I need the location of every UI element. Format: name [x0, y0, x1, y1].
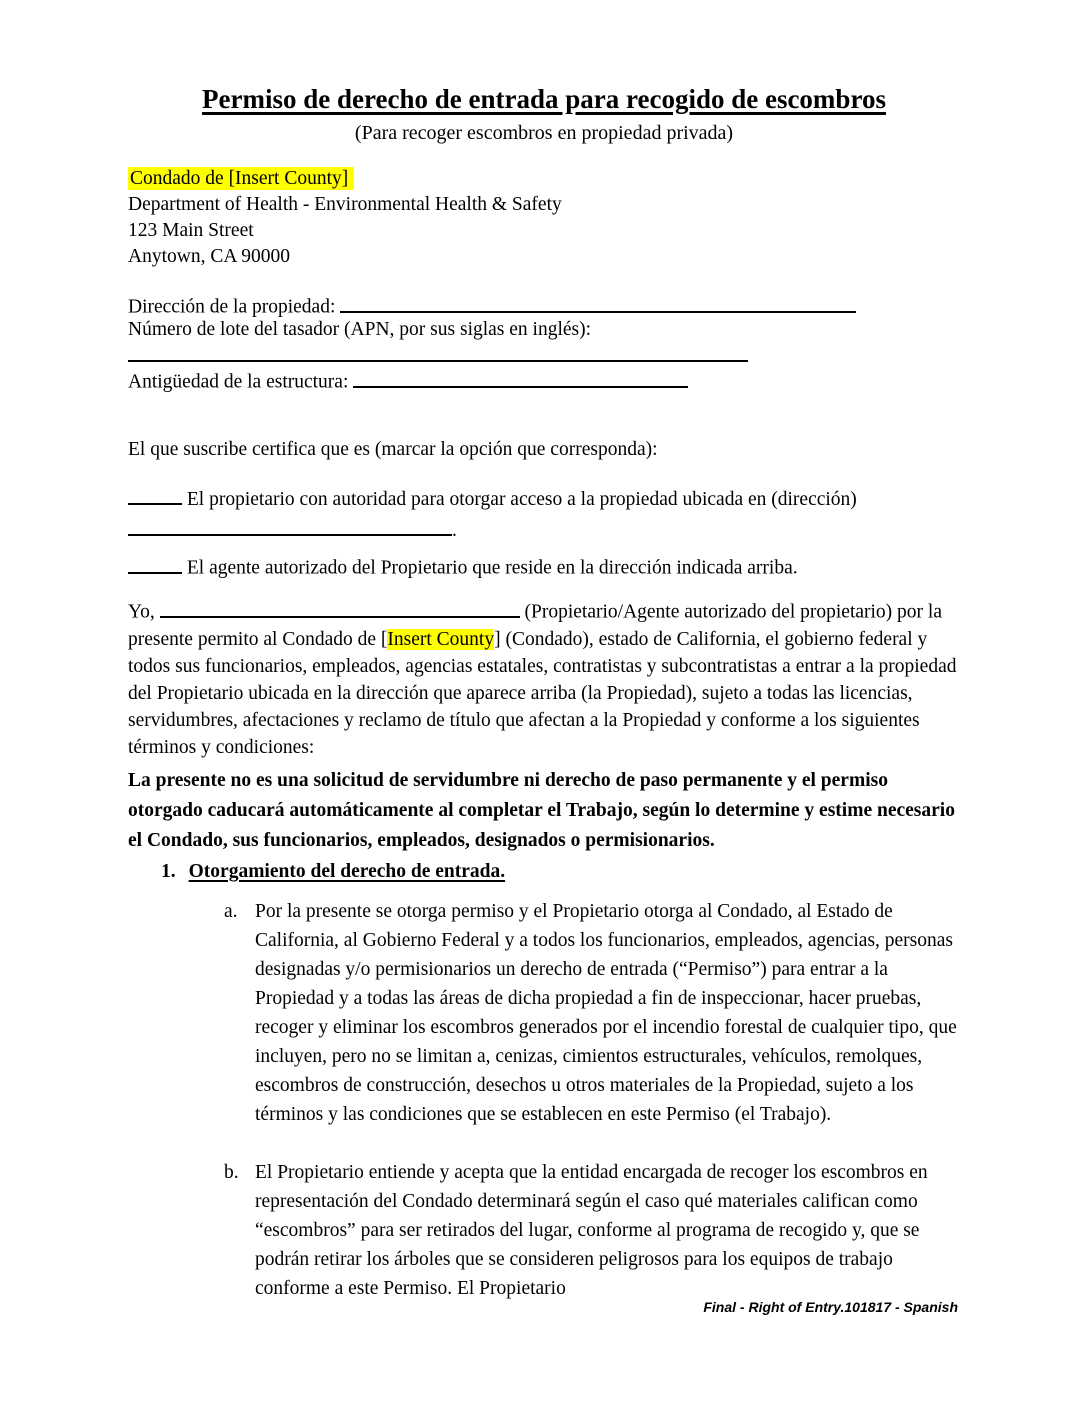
agency-block: [128, 166, 562, 270]
city-line: Anytown, CA 90000: [128, 246, 290, 267]
grant-paragraph: [128, 597, 964, 761]
option-agent-text: El agente autorizado del Propietario que reside en la dirección indicada arriba.: [186, 557, 798, 579]
grant-segment-1: (Propietario/Agente autorizado del propietario) por la presente permito al Condado de [: [128, 601, 942, 650]
option-owner-period: .: [452, 520, 457, 541]
option-agent-mark-blank: [128, 553, 182, 574]
property-address-field: [128, 292, 856, 319]
page-title-text: Permiso de derecho de entrada para recogido de escombros: [202, 84, 886, 114]
section-1-heading: [161, 861, 505, 883]
department-line: Department of Health - Environmental Health & Safety: [128, 194, 562, 215]
item-a-text: Por la presente se otorga permiso y el Propietario otorga al Condado, al Estado de California, al Gobierno Federal y a todos los funcionarios, empleados, agencias, personas designadas y/o permisionarios un derecho de entrada (“Permiso”) para entrar a la Propiedad y a todas las áreas de dicha propiedad a fin de inspeccionar, hacer pruebas, recoger y eliminar los escombros generados por el incendio forestal de cualquier tipo, que incluyen, pero no se limitan a, cenizas, cimientos estructurales, vehículos, remolques, escombros de construcción, desechos u otros materiales de la Propiedad, sujeto a los términos y las condiciones que se establecen en este Permiso (el Trabajo).: [255, 901, 957, 1125]
structure-age-field: [128, 367, 688, 394]
structure-age-blank-line: [353, 367, 688, 388]
grant-county-highlight: Insert County: [387, 628, 495, 650]
street-line: 123 Main Street: [128, 220, 254, 241]
property-address-label: Dirección de la propiedad:: [128, 296, 336, 318]
option-agent: [128, 553, 968, 580]
section-1-item-a: [224, 897, 961, 1129]
property-address-blank-line: [340, 292, 856, 313]
grantor-name-blank: [160, 597, 520, 618]
grant-lead: Yo,: [128, 601, 155, 623]
option-owner-address-blank: [128, 515, 452, 536]
section-1-item-b: [224, 1158, 961, 1303]
item-b-label: b.: [224, 1162, 239, 1183]
option-owner-mark-blank: [128, 484, 182, 505]
footer-document-id: Final - Right of Entry.101817 - Spanish: [703, 1299, 958, 1315]
option-owner-text: El propietario con autoridad para otorgar acceso a la propiedad ubicada en (dirección): [186, 489, 857, 510]
section-1-title: Otorgamiento del derecho de entrada.: [188, 861, 506, 882]
option-owner: [128, 484, 968, 546]
section-1-number: 1.: [161, 861, 176, 882]
page-title: [0, 84, 1088, 115]
apn-field-label: Número de lote del tasador (APN, por sus siglas en inglés):: [128, 319, 592, 340]
county-line: [128, 166, 562, 192]
item-a-label: a.: [224, 901, 238, 922]
grant-segment-2: ] (Condado), estado de California, el gobierno federal y todos sus funcionarios, empleados, agencias estatales, contratistas y subcontratistas a entrar a la propiedad del Propietario ubicada en la dirección que aparece arriba (la Propiedad), sujeto a todas las licencias, servidumbres, afectaciones y reclamo de título que afectan a la Propiedad y conforme a los siguientes términos y condiciones:: [128, 628, 957, 758]
apn-blank-row: [128, 341, 748, 368]
apn-blank-line: [128, 341, 748, 362]
county-highlight: Condado de [Insert County]: [128, 167, 354, 190]
notice-paragraph: La presente no es una solicitud de servidumbre ni derecho de paso permanente y el permiso otorgado caducará automáticamente al completar el Trabajo, según lo determine y estime necesario el Condado, sus funcionarios, empleados, designados o permisionarios.: [128, 770, 955, 851]
item-b-text: El Propietario entiende y acepta que la entidad encargada de recoger los escombros en representación del Condado determinará según el caso qué materiales califican como “escombros” para ser retirados del lugar, conforme al programa de recogido y, que se podrán retirar los árboles que se consideren peligrosos para los equipos de trabajo conforme a este Permiso. El Propietario: [255, 1162, 928, 1299]
structure-age-label: Antigüedad de la estructura:: [128, 371, 349, 393]
page-subtitle: (Para recoger escombros en propiedad privada): [354, 122, 734, 144]
certify-intro: El que suscribe certifica que es (marcar la opción que corresponda):: [128, 439, 658, 460]
